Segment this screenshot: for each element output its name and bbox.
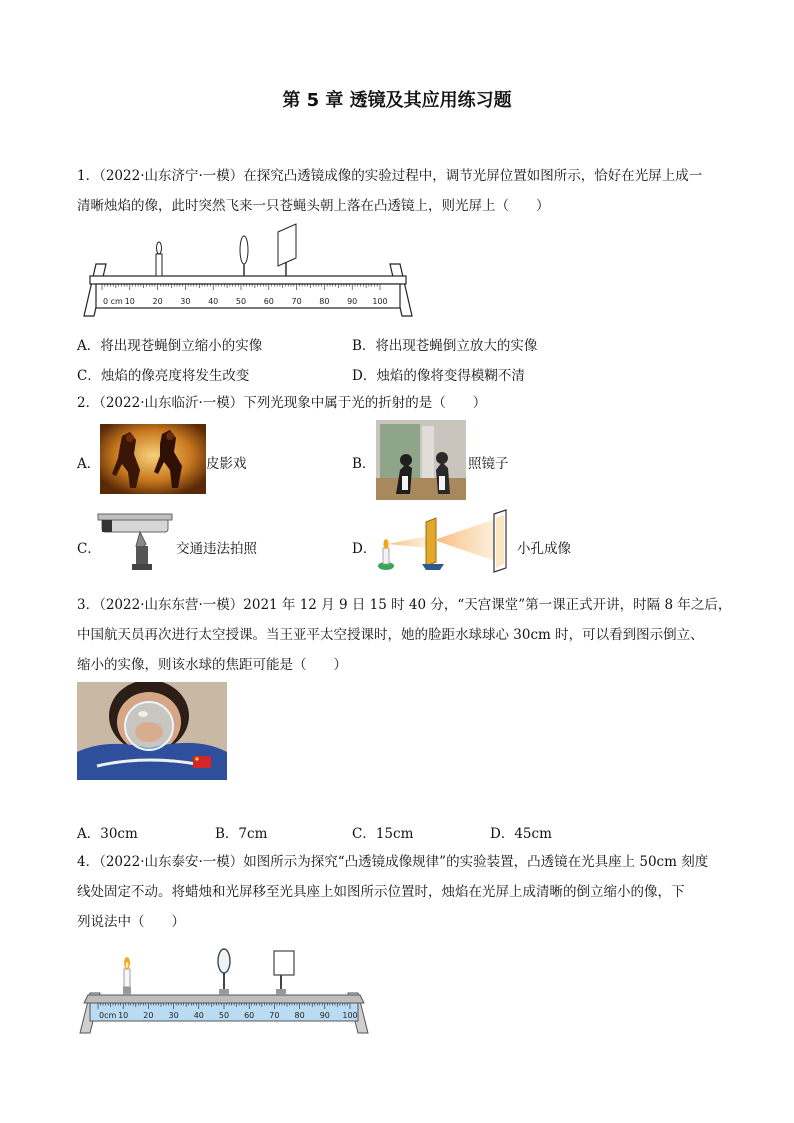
q1-ruler-tick-label: 40 [208,297,219,306]
q1-ruler-tick-label: 70 [291,297,302,306]
q3-option-c: C．15cm [352,826,414,842]
q1-optical-bench-figure [78,220,418,320]
q4-stem-line3: 列说法中（ ） [77,914,185,930]
q4-ruler-tick-label: 70 [269,1011,280,1020]
q1-ruler-tick-label: 90 [347,297,358,306]
q2-shadow-puppet-image [100,424,206,494]
q1-option-d: D．烛焰的像将变得模糊不清 [352,368,525,384]
q2-option-d-label: 小孔成像 [517,541,571,557]
q1-option-c: C．烛焰的像亮度将发生改变 [77,368,250,384]
q2-option-a-label: 皮影戏 [206,456,247,472]
q3-water-ball-image [77,682,227,780]
q2-option-c-label: 交通违法拍照 [176,541,257,557]
q1-ruler-tick-label: 0 cm [103,297,123,306]
q4-ruler-tick-label: 30 [168,1011,179,1020]
q1-option-b: B．将出现苍蝇倒立放大的实像 [352,338,538,354]
q4-ruler-tick-label: 80 [294,1011,305,1020]
q2-traffic-camera-image [96,510,176,572]
q4-ruler-tick-label: 0cm [99,1011,117,1020]
q4-ruler-tick-label: 90 [319,1011,330,1020]
q4-ruler-tick-label: 100 [342,1011,358,1020]
q2-pinhole-camera-image [374,508,518,574]
q4-ruler-tick-label: 40 [193,1011,204,1020]
q4-ruler-tick-label: 50 [218,1011,230,1020]
q2-option-d-letter: D． [352,541,377,557]
page-title: 第 5 章 透镜及其应用练习题 [282,90,512,111]
q1-ruler-tick-label: 80 [319,297,330,306]
q4-ruler-tick-label: 10 [118,1011,129,1020]
q1-stem-line2: 清晰烛焰的像，此时突然飞来一只苍蝇头朝上落在凸透镜上，则光屏上（ ） [77,198,550,214]
q2-option-b-label: 照镜子 [468,456,509,472]
q3-option-b: B．7cm [215,826,268,842]
q1-option-a: A．将出现苍蝇倒立缩小的实像 [77,338,263,354]
q1-ruler-tick-label: 30 [180,297,191,306]
q3-option-d: D．45cm [490,826,552,842]
q2-cat-mirror-image [376,420,466,500]
q1-candle [156,242,162,276]
q2-stem: 2．（2022·山东临沂·一模）下列光现象中属于光的折射的是（ ） [77,395,487,411]
q1-light-screen [278,224,296,276]
q1-ruler-tick-label: 100 [372,297,388,306]
q3-option-a: A．30cm [77,826,138,842]
q1-ruler-tick-label: 60 [263,297,274,306]
q1-stem-line1: 1．（2022·山东济宁·一模）在探究凸透镜成像的实验过程中，调节光屏位置如图所示，恰好在光屏上成一 [77,168,703,184]
q4-bench-rail-top [84,995,364,1003]
q2-option-b-letter: B． [352,456,376,472]
q4-candle [123,957,131,995]
q2-option-c-letter: C． [77,541,101,557]
q1-ruler-tick-label: 20 [152,297,163,306]
q3-stem-line2: 中国航天员再次进行太空授课。当王亚平太空授课时，她的脸距水球球心 30cm 时，可以看到图示倒立、 [77,627,704,643]
q4-light-screen [274,951,294,995]
q3-stem-line1: 3．（2022·山东东营·一模）2021 年 12 月 9 日 15 时 40 分，“天宫课堂”第一课正式开讲，时隔 8 年之后， [77,597,732,613]
q4-ruler-tick-label: 60 [244,1011,255,1020]
q4-optical-bench-figure [78,945,370,1037]
q4-stem-line2: 线处固定不动。将蜡烛和光屏移至光具座上如图所示位置时，烛焰在光屏上成清晰的倒立缩小的像，下 [77,884,685,900]
q1-ruler-tick-label: 50 [235,297,247,306]
q4-ruler-tick-label: 20 [143,1011,154,1020]
q4-stem-line1: 4．（2022·山东泰安·一模）如图所示为探究“凸透镜成像规律”的实验装置，凸透镜在光具座上 50cm 刻度 [77,854,709,870]
q3-stem-line3: 缩小的实像，则该水球的焦距可能是（ ） [77,657,347,673]
q1-convex-lens [240,236,248,276]
q2-option-a-letter: A． [77,456,101,472]
q1-ruler-tick-label: 10 [124,297,135,306]
q1-bench-rail-top [90,276,406,284]
q4-convex-lens [218,949,230,995]
